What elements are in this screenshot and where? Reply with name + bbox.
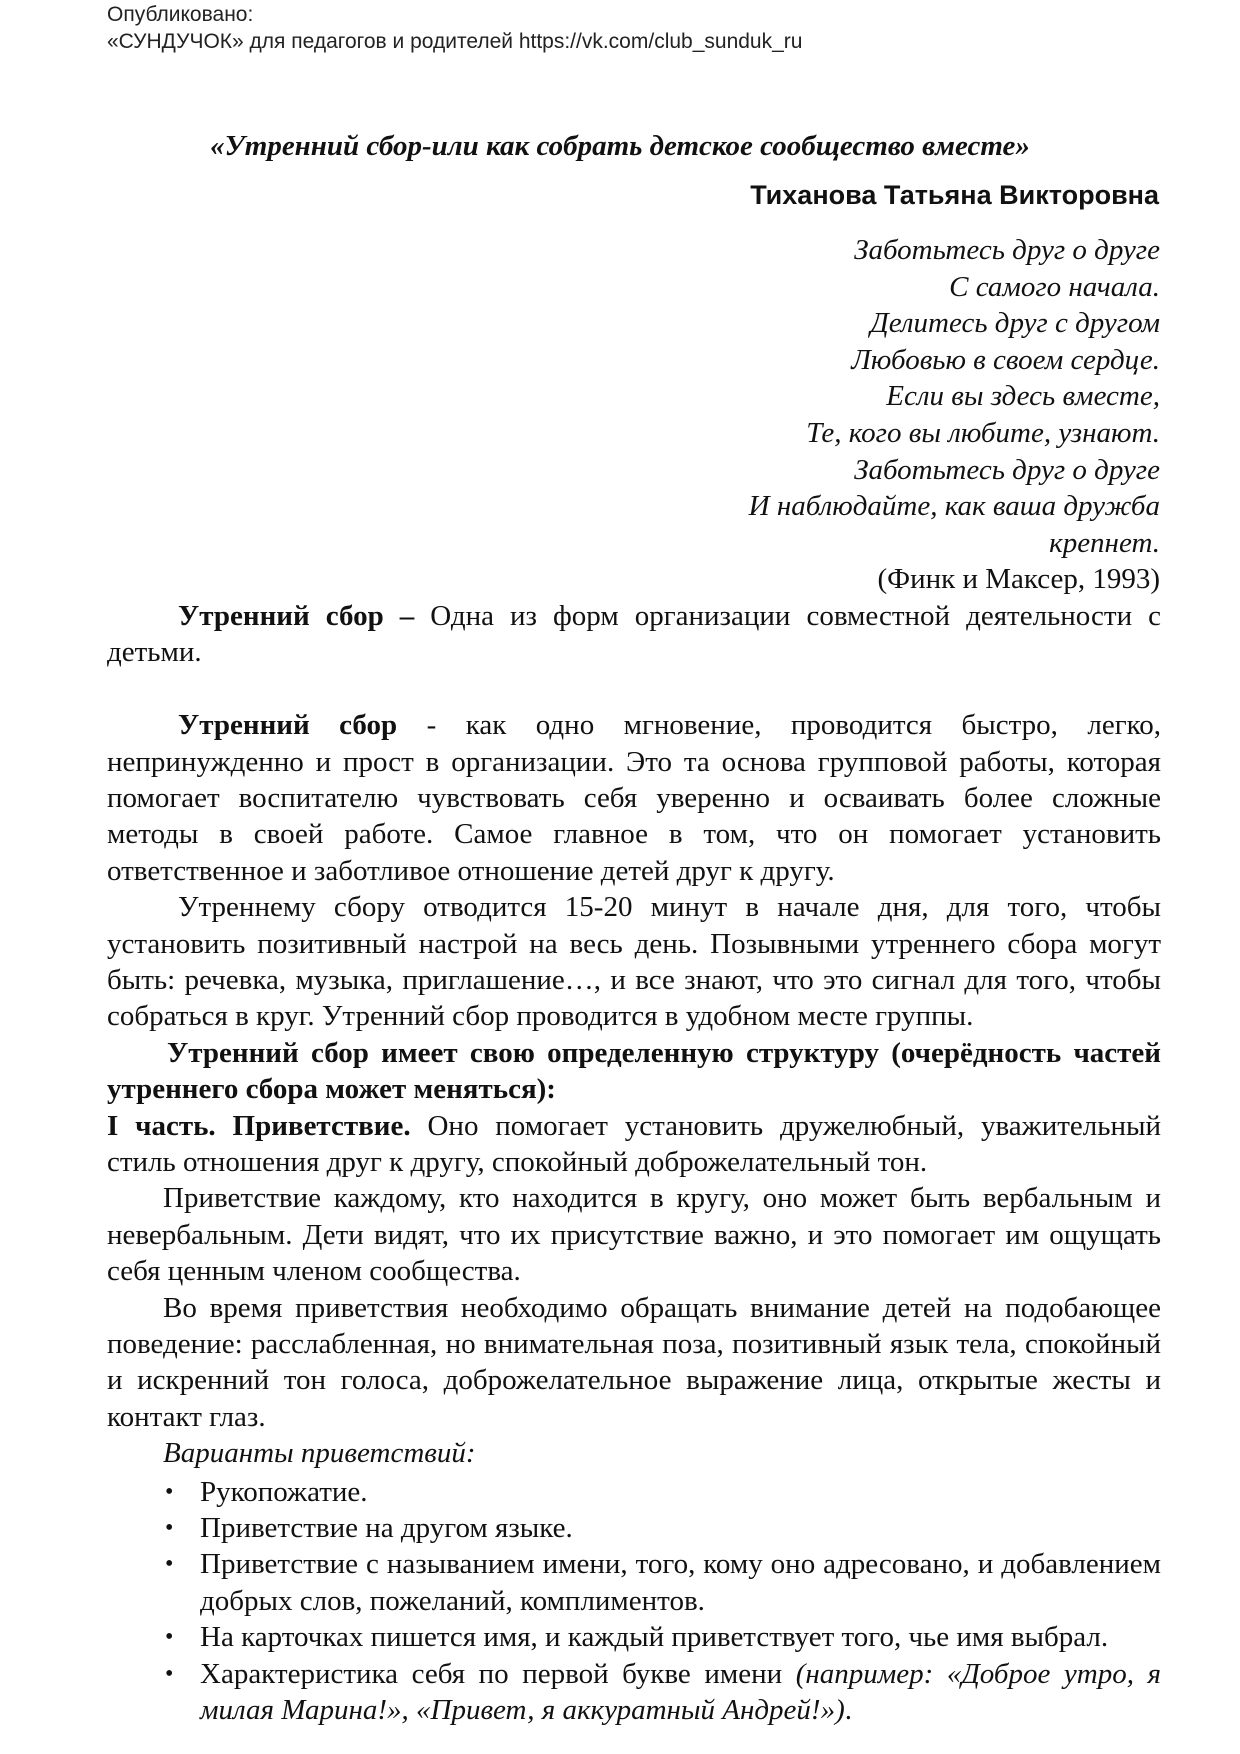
bullet-icon: • — [165, 1551, 174, 1578]
text-line — [200, 1583, 1161, 1619]
text-line — [107, 998, 1161, 1034]
text-segment: - как одно мгновение, проводится быстро, легко, — [397, 709, 1161, 742]
text-line — [107, 1144, 1161, 1180]
text-line — [107, 598, 1161, 634]
text-line — [107, 853, 1161, 889]
publisher-line: «СУНДУЧОК» для педагогов и родителей https://vk.com/club_sunduk_ru — [107, 30, 803, 53]
text-segment: Приветствие на другом языке. — [200, 1511, 573, 1544]
paragraph — [107, 1108, 1161, 1181]
bullet-icon: • — [165, 1660, 174, 1687]
paragraph — [107, 889, 1161, 1035]
text-segment: детьми. — [107, 636, 202, 669]
greeting-variants-list — [107, 1474, 1161, 1729]
italic-text: милая Марина!», «Привет, я аккуратный Андрей!») — [200, 1693, 845, 1726]
text-segment: стиль отношения друг к другу, спокойный доброжелательный тон. — [107, 1145, 928, 1178]
published-label: Опубликовано: — [107, 3, 254, 26]
text-segment: и искренний тон голоса, доброжелательное выражение лица, открытые жесты и — [107, 1364, 1161, 1397]
text-line — [200, 1692, 1161, 1728]
bullet-icon: • — [165, 1478, 174, 1505]
text-segment: утреннего сбора может меняться): — [107, 1073, 556, 1106]
text-segment: добрых слов, пожеланий, комплиментов. — [200, 1584, 705, 1617]
poem-line: Делитесь друг с другом — [870, 307, 1160, 340]
text-segment: Варианты приветствий: — [163, 1437, 476, 1470]
text-line — [107, 1071, 1161, 1107]
text-segment: помогает воспитателю чувствовать себя уверенно и осваивать более сложные — [107, 781, 1161, 814]
paragraph — [107, 598, 1161, 671]
text-segment: ответственное и заботливое отношение детей друг к другу. — [107, 854, 835, 887]
text-line — [107, 926, 1161, 962]
text-line — [200, 1656, 1161, 1692]
text-line — [107, 816, 1161, 852]
blank-line — [107, 671, 1161, 707]
text-line — [107, 889, 1161, 925]
document-title: «Утренний сбор-или как собрать детское сообщество вместе» — [210, 130, 1030, 162]
poem-line: крепнет. — [1049, 526, 1160, 559]
text-line — [107, 1399, 1161, 1435]
text-segment: Характеристика себя по первой букве имени — [200, 1657, 796, 1690]
bold-text: Утренний сбор — [178, 709, 398, 742]
text-line — [200, 1619, 1161, 1655]
italic-text: (например: «Доброе утро, я — [795, 1657, 1161, 1690]
text-line — [107, 1362, 1161, 1398]
text-segment: быть: речевка, музыка, приглашение…, и все знают, что это сигнал для того, чтобы — [107, 963, 1161, 996]
text-segment: установить позитивный настрой на весь день. Позывными утреннего сбора могут — [107, 927, 1161, 960]
poem-line: Заботьтесь друг о друге — [854, 234, 1160, 266]
text-segment: Утренний сбор имеет свою определенную структуру (очерёдность частей — [167, 1036, 1161, 1069]
text-segment: Рукопожатие. — [200, 1475, 368, 1508]
poem-citation: (Финк и Максер, 1993) — [877, 563, 1160, 596]
text-line — [200, 1474, 1161, 1510]
text-line — [107, 634, 1161, 670]
text-segment: Одна из форм организации совместной деятельности с — [414, 600, 1161, 632]
paragraph — [107, 707, 1161, 889]
list-item — [107, 1656, 1161, 1729]
text-segment: Оно помогает установить дружелюбный, уважительный — [410, 1109, 1161, 1142]
text-line — [200, 1510, 1161, 1546]
text-segment: Во время приветствия необходимо обращать внимание детей на подобающее — [163, 1291, 1161, 1324]
text-segment: Приветствие с называнием имени, того, кому оно адресовано, и добавлением — [200, 1548, 1161, 1581]
text-segment: Утреннему сбору отводится 15-20 минут в начале дня, для того, чтобы — [178, 891, 1161, 924]
paragraph — [107, 1290, 1161, 1436]
text-segment: себя ценным членом сообщества. — [107, 1255, 521, 1288]
epigraph-poem — [749, 232, 1160, 598]
text-line — [107, 1035, 1161, 1071]
text-line — [107, 1217, 1161, 1253]
text-segment: Приветствие каждому, кто находится в кругу, оно может быть вербальным и — [163, 1182, 1161, 1215]
text-line — [107, 744, 1161, 780]
text-segment: непринужденно и прост в организации. Это та основа групповой работы, которая — [107, 745, 1161, 778]
text-line — [200, 1546, 1161, 1582]
text-segment: На карточках пишется имя, и каждый приветствует того, чье имя выбрал. — [200, 1621, 1109, 1654]
poem-line: Те, кого вы любите, узнают. — [806, 416, 1160, 449]
text-line — [107, 1435, 1161, 1471]
list-item — [107, 1510, 1161, 1546]
bold-text: Утренний сбор – — [178, 600, 415, 632]
bullet-icon: • — [165, 1624, 174, 1651]
poem-line: И наблюдайте, как ваша дружба — [748, 490, 1160, 523]
text-segment: контакт глаз. — [107, 1400, 266, 1433]
text-line — [107, 1253, 1161, 1289]
text-line — [107, 1290, 1161, 1326]
paragraph — [107, 1435, 1161, 1471]
poem-line: Любовью в своем сердце. — [851, 343, 1160, 376]
text-line — [107, 780, 1161, 816]
text-line — [107, 707, 1161, 743]
list-item — [107, 1474, 1161, 1510]
paragraphs — [107, 598, 1161, 1472]
text-segment: собраться в круг. Утренний сбор проводится в удобном месте группы. — [107, 1000, 974, 1033]
text-line — [107, 1108, 1161, 1144]
text-segment: . — [844, 1693, 852, 1726]
poem-line: С самого начала. — [949, 270, 1160, 303]
author-name: Тиханова Татьяна Викторовна — [750, 180, 1159, 210]
text-segment: методы в своей работе. Самое главное в том, что он помогает установить — [107, 818, 1161, 851]
list-item — [107, 1619, 1161, 1655]
paragraph — [107, 1180, 1161, 1289]
bold-text: I часть. Приветствие. — [107, 1109, 411, 1142]
text-segment: невербальным. Дети видят, что их присутствие важно, и это помогает им ощущать — [107, 1218, 1161, 1251]
text-segment: поведение: расслабленная, но внимательная поза, позитивный язык тела, спокойный — [107, 1327, 1161, 1360]
text-line — [107, 1326, 1161, 1362]
poem-line: Заботьтесь друг о друге — [854, 453, 1160, 486]
document-body — [107, 598, 1161, 1728]
list-item — [107, 1546, 1161, 1619]
bullet-icon: • — [165, 1514, 174, 1541]
poem-line: Если вы здесь вместе, — [886, 380, 1160, 413]
paragraph — [107, 1035, 1161, 1108]
text-line — [107, 1180, 1161, 1216]
text-line — [107, 962, 1161, 998]
